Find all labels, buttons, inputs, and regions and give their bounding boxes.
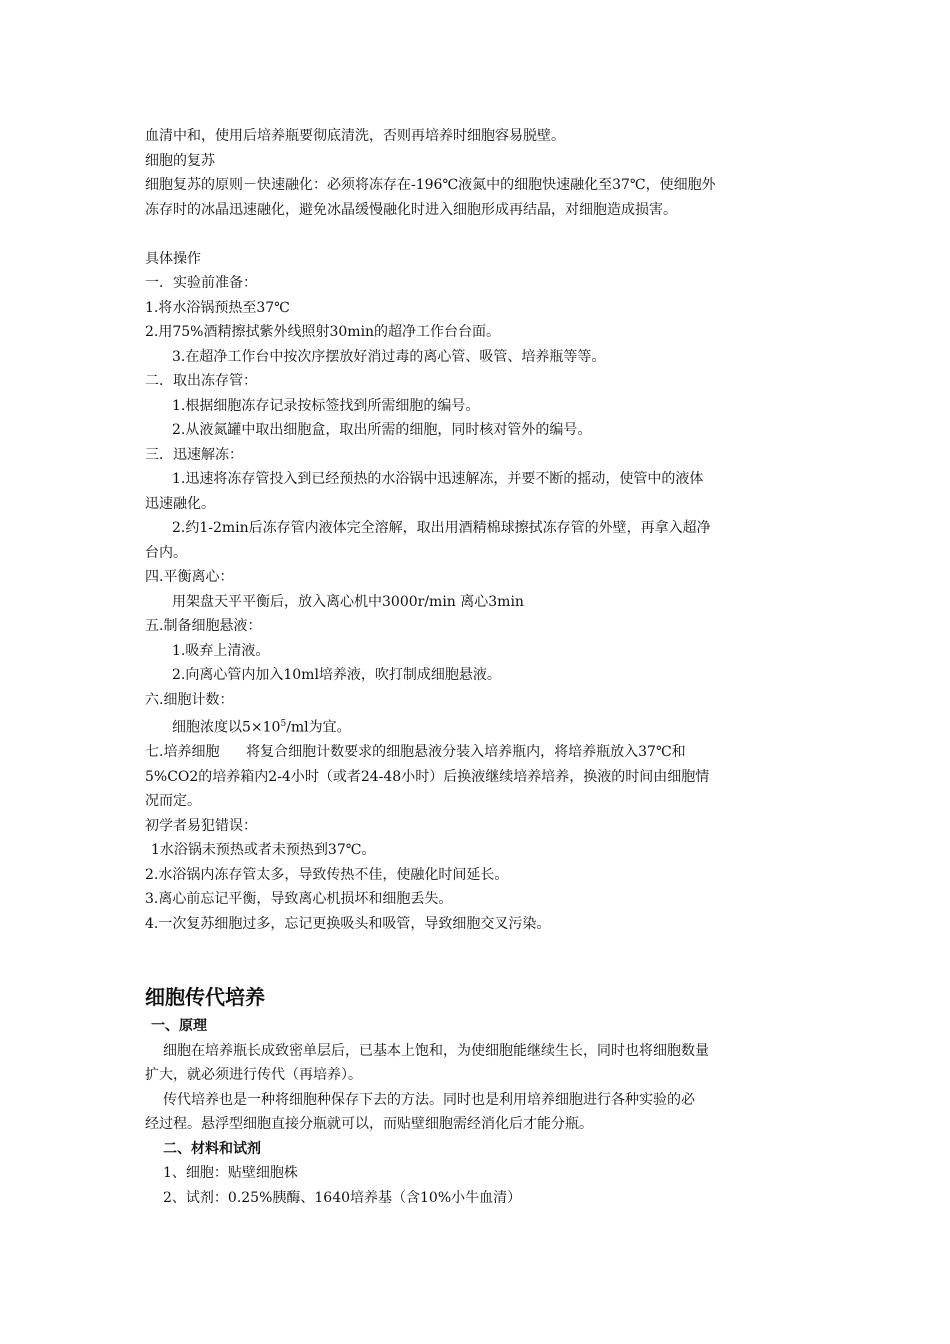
step-item: 1.吸弃上清液。 bbox=[172, 642, 270, 659]
step-heading-7: 七.培养细胞 将复合细胞计数要求的细胞悬液分装入培养瓶内，将培养瓶放入37℃和 bbox=[145, 744, 686, 761]
step-item: 2.约1-2min后冻存管内液体完全溶解，取出用酒精棉球擦拭冻存管的外壁，再拿入超净 bbox=[172, 520, 711, 536]
errors-title: 初学者易犯错误： bbox=[145, 817, 257, 834]
concentration-exponent: 5 bbox=[280, 719, 287, 729]
error-item: 2.水浴锅内冻存管太多，导致传热不佳，使融化时间延长。 bbox=[145, 866, 509, 883]
step-item: 用架盘天平平衡后，放入离心机中3000r/min 离心3min bbox=[172, 593, 524, 610]
step-item: 2.用75%酒精擦拭紫外线照射30min的超净工作台台面。 bbox=[145, 324, 501, 340]
step-item: 2.从液氮罐中取出细胞盒，取出所需的细胞，同时核对管外的编号。 bbox=[172, 422, 592, 438]
step-item: 3.在超净工作台中按次序摆放好消过毒的离心管、吸管、培养瓶等等。 bbox=[172, 348, 606, 365]
paragraph-line: 经过程。悬浮型细胞直接分瓶就可以，而贴壁细胞需经消化后才能分瓶。 bbox=[145, 1116, 593, 1133]
ops-title: 具体操作 bbox=[145, 250, 201, 267]
text-line: 细胞复苏的原则－快速融化：必须将冻存在-196℃液氮中的细胞快速融化至37℃，使细胞外 bbox=[145, 177, 716, 193]
concentration-post: /ml为宜。 bbox=[286, 719, 351, 736]
spacer bbox=[145, 936, 815, 980]
step-item: 1.迅速将冻存管投入到已经预热的水浴锅中迅速解冻，并要不断的摇动，使管中的液体 bbox=[172, 471, 704, 487]
step-item: 1.将水浴锅预热至37℃ bbox=[145, 299, 290, 316]
step-heading-1: 一．实验前准备： bbox=[145, 275, 257, 291]
paragraph-line: 细胞在培养瓶长成致密单层后，已基本上饱和，为使细胞能继续生长，同时也将细胞数量 bbox=[163, 1042, 709, 1059]
document-page bbox=[145, 124, 815, 1210]
material-item: 1、细胞：贴壁细胞株 bbox=[163, 1165, 298, 1182]
text-line: 冻存时的冰晶迅速融化，避免冰晶缓慢融化时进入细胞形成再结晶，对细胞造成损害。 bbox=[145, 201, 677, 218]
step-heading-4: 四.平衡离心： bbox=[145, 569, 234, 585]
step-item: 2.向离心管内加入10ml培养液，吹打制成细胞悬液。 bbox=[172, 667, 501, 683]
error-item: 4.一次复苏细胞过多，忘记更换吸头和吸管，导致细胞交叉污染。 bbox=[145, 915, 551, 932]
materials-title: 二、材料和试剂 bbox=[163, 1140, 261, 1157]
text-line: 血清中和，使用后培养瓶要彻底清洗，否则再培养时细胞容易脱壁。 bbox=[145, 128, 565, 144]
paragraph-line: 扩大，就必须进行传代（再培养）。 bbox=[145, 1067, 362, 1084]
step-heading-2: 二．取出冻存管： bbox=[145, 373, 257, 389]
concentration-pre: 细胞浓度以5×10 bbox=[172, 719, 281, 736]
error-item: 1水浴锅未预热或者未预热到37℃。 bbox=[151, 842, 376, 859]
step-item-concentration bbox=[145, 712, 815, 740]
step-heading-6: 六.细胞计数： bbox=[145, 691, 234, 708]
section-heading-recovery: 细胞的复苏 bbox=[145, 152, 215, 169]
step-heading-3: 三．迅速解冻： bbox=[145, 446, 243, 463]
step-item-cont: 况而定。 bbox=[145, 793, 201, 810]
paragraph-line: 传代培养也是一种将细胞种保存下去的方法。同时也是利用培养细胞进行各种实验的必 bbox=[163, 1091, 695, 1108]
spacer bbox=[145, 222, 815, 247]
passage-heading: 细胞传代培养 bbox=[145, 985, 265, 1010]
error-item: 3.离心前忘记平衡，导致离心机损坏和细胞丢失。 bbox=[145, 891, 453, 908]
principle-title: 一、原理 bbox=[151, 1018, 207, 1035]
material-item: 2、试剂：0.25%胰酶、1640培养基（含10%小牛血清） bbox=[163, 1189, 522, 1206]
step-item-cont: 5%CO2的培养箱内2-4小时（或者24-48小时）后换液继续培养培养，换液的时间由细胞情 bbox=[145, 768, 710, 785]
step-item-cont: 迅速融化。 bbox=[145, 495, 215, 512]
step-item: 1.根据细胞冻存记录按标签找到所需细胞的编号。 bbox=[172, 397, 480, 414]
step-heading-5: 五.制备细胞悬液： bbox=[145, 618, 262, 634]
step-item-cont: 台内。 bbox=[145, 544, 187, 561]
